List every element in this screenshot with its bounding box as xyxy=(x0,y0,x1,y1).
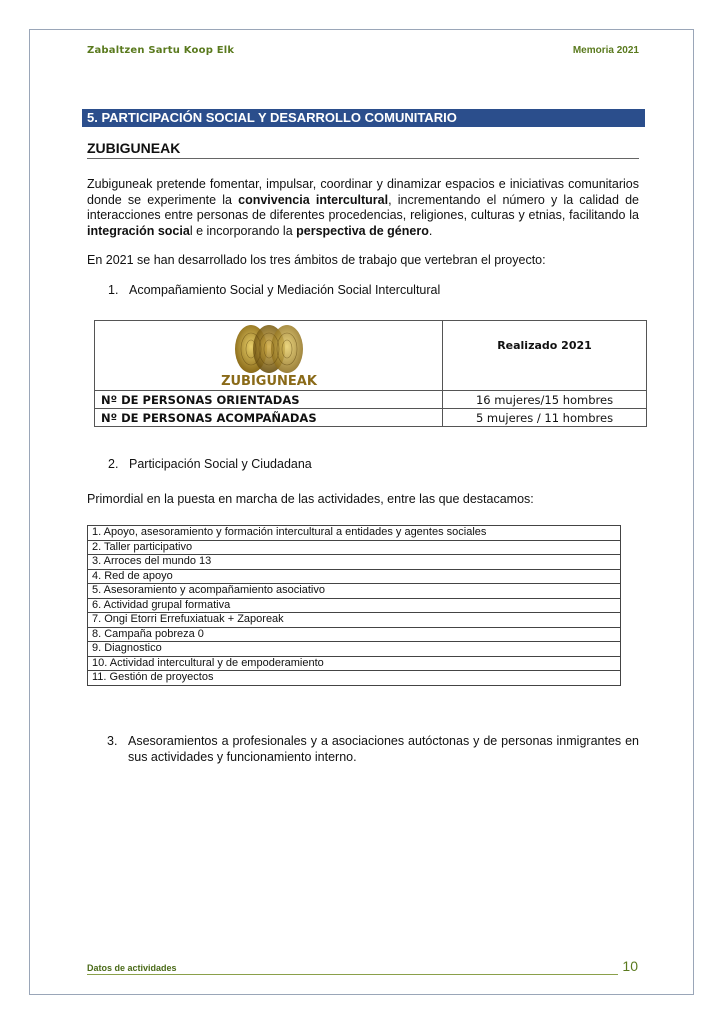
activity-cell: 11. Gestión de proyectos xyxy=(88,671,621,686)
intro-text-4: . xyxy=(428,223,433,238)
activity-row xyxy=(88,656,621,671)
activity-cell: 7. Ongi Etorri Errefuxiatuak + Zaporeak xyxy=(88,613,621,628)
intro-bold-3: perspectiva de género xyxy=(296,223,429,238)
intro-ambitos: En 2021 se han desarrollado los tres ámbitos de trabajo que vertebran el proyecto: xyxy=(87,253,546,267)
page-number: 10 xyxy=(622,958,638,974)
activity-cell: 1. Apoyo, asesoramiento y formación intercultural a entidades y agentes sociales xyxy=(88,526,621,541)
header-organization: Zabaltzen Sartu Koop Elk xyxy=(87,45,235,56)
intro-bold-2: integración socia xyxy=(87,223,190,238)
intro-text-3: l e incorporando la xyxy=(189,223,297,238)
activity-cell: 8. Campaña pobreza 0 xyxy=(88,627,621,642)
ambito-1-number: 1. xyxy=(108,283,119,297)
intro-text-1: Zubiguneak pretende fomentar, impulsar, coordinar y dinamizar espacios e iniciativas comunitarios donde se experimente la xyxy=(87,177,639,207)
row-value: 16 mujeres/15 hombres xyxy=(443,391,647,409)
ambito-2-label: Participación Social y Ciudadana xyxy=(129,457,312,471)
activity-cell: 6. Actividad grupal formativa xyxy=(88,598,621,613)
logo-text: ZUBIGUNEAK xyxy=(220,374,317,387)
page-frame xyxy=(29,29,694,995)
logo-cell xyxy=(95,321,443,391)
section-title: 5. PARTICIPACIÓN SOCIAL Y DESARROLLO COMUNITARIO xyxy=(82,109,645,127)
ambito-2-number: 2. xyxy=(108,457,119,471)
footer-label: Datos de actividades xyxy=(87,963,177,973)
activity-row xyxy=(88,642,621,657)
row-label: Nº DE PERSONAS ORIENTADAS xyxy=(95,391,443,409)
ambito-3-number: 3. xyxy=(107,734,118,748)
zubiguneak-logo xyxy=(209,321,329,387)
ambito-3-label: Asesoramientos a profesionales y a asociaciones autóctonas y de personas inmigrantes en sus actividades y funcionamiento interno. xyxy=(128,734,639,764)
activity-cell: 10. Actividad intercultural y de empoderamiento xyxy=(88,656,621,671)
activity-row xyxy=(88,526,621,541)
ambito-3 xyxy=(107,734,639,765)
activity-row xyxy=(88,627,621,642)
table-row xyxy=(95,391,647,409)
header-report-title: Memoria 2021 xyxy=(572,45,639,56)
activity-row xyxy=(88,671,621,686)
activity-cell: 3. Arroces del mundo 13 xyxy=(88,555,621,570)
activities-table xyxy=(87,525,621,686)
activity-row xyxy=(88,584,621,599)
intro-bold-1: convivencia intercultural xyxy=(238,192,389,207)
activity-row xyxy=(88,613,621,628)
intro-text-2: , incrementando el número y la calidad de interacciones entre personas de diferentes procedencias, religiones, culturas y etnias, facilitando la xyxy=(87,192,639,222)
results-table xyxy=(94,320,647,427)
activity-row xyxy=(88,540,621,555)
row-label: Nº DE PERSONAS ACOMPAÑADAS xyxy=(95,409,443,427)
row-value: 5 mujeres / 11 hombres xyxy=(443,409,647,427)
activities-intro: Primordial en la puesta en marcha de las actividades, entre las que destacamos: xyxy=(87,492,534,506)
activity-cell: 4. Red de apoyo xyxy=(88,569,621,584)
activity-row xyxy=(88,555,621,570)
table-header-realizado: Realizado 2021 xyxy=(443,321,647,391)
activity-cell: 2. Taller participativo xyxy=(88,540,621,555)
activity-row xyxy=(88,598,621,613)
activity-row xyxy=(88,569,621,584)
subsection-title: ZUBIGUNEAK xyxy=(87,140,639,159)
activity-cell: 5. Asesoramiento y acompañamiento asociativo xyxy=(88,584,621,599)
table-row xyxy=(95,409,647,427)
activity-cell: 9. Diagnostico xyxy=(88,642,621,657)
ambito-1-label: Acompañamiento Social y Mediación Social Intercultural xyxy=(129,283,441,297)
footer-divider xyxy=(87,974,618,975)
intro-paragraph xyxy=(87,177,639,239)
